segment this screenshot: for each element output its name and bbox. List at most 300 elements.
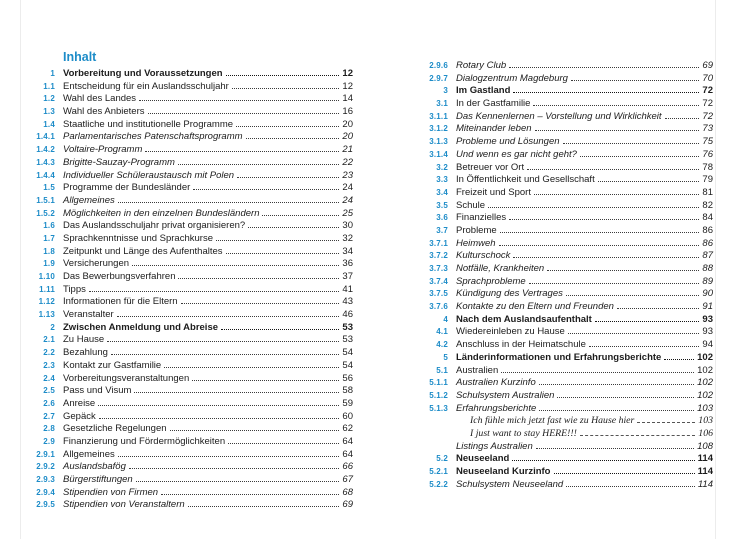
entry-number: 1.4.4 [36,170,55,180]
dot-leader [164,367,339,368]
toc-entry [398,377,713,390]
entry-page-number: 58 [342,385,353,397]
entry-number: 4.1 [436,327,448,337]
toc-entry [20,195,353,208]
dot-leader [535,130,700,131]
toc-entry [398,136,713,149]
dot-leader [580,435,695,436]
dot-leader [527,169,699,170]
entry-page-number: 114 [697,453,713,465]
entry-title: Programme der Bundesländer [63,182,191,194]
entry-title: Nach dem Auslandsaufenthalt [456,313,592,325]
toc-page-right [398,60,713,491]
entry-number: 2.5 [43,386,55,396]
entry-number: 1.1 [43,81,55,91]
entry-number: 1.12 [38,297,55,307]
entry-number: 5 [443,352,448,362]
entry-number: 2.9.1 [36,449,55,459]
toc-entry [20,144,353,157]
entry-title: Rotary Club [456,60,507,71]
entry-number: 3.5 [436,200,448,210]
dot-leader [534,194,699,195]
entry-number: 3 [443,86,448,96]
entry-page-number: 23 [342,169,353,181]
entry-title: Veranstalter [63,309,114,321]
dot-leader [237,177,339,178]
dot-leader [98,405,339,406]
toc-entry [398,174,713,187]
entry-number: 1.13 [38,310,55,320]
entry-title: Finanzielles [456,212,507,224]
entry-title: Sprachprobleme [456,275,526,287]
entry-title: Allgemeines [63,448,115,460]
entry-title: Tipps [63,283,86,295]
toc-page-left [20,50,353,512]
entry-number: 2.9.6 [429,61,448,70]
entry-number: 1 [50,69,55,78]
entry-page-number: 64 [342,448,353,460]
toc-entry [398,365,713,378]
entry-page-number: 108 [697,440,713,452]
entry-page-number: 89 [702,275,713,287]
dot-leader [589,346,700,347]
toc-entry [398,428,713,441]
entry-title: Wahl des Landes [63,93,137,105]
dot-leader [595,321,700,322]
entry-page-number: 72 [702,85,713,97]
entry-page-number: 87 [702,250,713,262]
dot-leader [132,265,339,266]
toc-entry [398,403,713,416]
entry-number: 5.2 [436,454,448,464]
dot-leader [226,75,340,76]
entry-title: Gesetzliche Regelungen [63,423,167,435]
entry-page-number: 37 [342,271,353,282]
entry-number: 3.7.6 [429,302,448,312]
entry-title: Allgemeines [63,194,115,206]
entry-number: 2.1 [43,335,55,345]
dot-leader [580,156,699,157]
entry-number: 3.3 [436,175,448,185]
entry-number: 3.6 [436,213,448,223]
entry-number: 1.4.3 [36,157,55,167]
entry-number: 3.2 [436,162,448,172]
entry-page-number: 102 [697,351,713,363]
entry-page-number: 46 [342,309,353,321]
toc-entry [398,339,713,352]
toc-entry [20,182,353,195]
entry-number: 1.9 [43,259,55,269]
entry-page-number: 114 [697,478,713,490]
entry-title: Wiedereinleben zu Hause [456,326,565,338]
entry-title: Finanzierung und Fördermöglichkeiten [63,435,226,447]
entry-page-number: 62 [342,423,353,435]
entry-title: Sprachkenntnisse und Sprachkurse [63,232,213,244]
entry-title: Probleme [456,224,497,236]
toc-entry [20,68,353,81]
dot-leader [170,430,340,431]
entry-title: Australien Kurzinfo [456,377,536,389]
entry-page-number: 86 [702,237,713,249]
entry-number: 1.5.1 [36,195,55,205]
entry-title: In der Gastfamilie [456,98,531,110]
entry-page-number: 93 [702,313,713,325]
entry-title: Voltaire-Programm [63,144,143,156]
entry-page-number: 20 [342,118,353,130]
toc-entry [398,352,713,365]
entry-title: Das Bewerbungsverfahren [63,271,176,282]
entry-page-number: 36 [342,258,353,270]
entry-title: Heimweh [456,237,496,249]
entry-number: 1.10 [38,272,55,281]
entry-title: Kulturschock [456,250,511,262]
entry-page-number: 12 [342,80,353,92]
entry-number: 3.7.5 [429,289,448,299]
entry-title: Schule [456,199,486,211]
entry-page-number: 103 [697,402,713,414]
entry-page-number: 54 [342,347,353,359]
dot-leader [509,219,699,220]
entry-title: Listings Australien [456,440,533,452]
dot-leader [571,80,699,81]
entry-page-number: 93 [702,326,713,338]
toc-entry [20,385,353,398]
entry-number: 1.4 [43,119,55,129]
dot-leader [539,384,694,385]
entry-page-number: 106 [698,427,713,439]
entry-number: 3.1.3 [429,137,448,147]
dot-leader [500,232,700,233]
entry-title: Neuseeland Kurzinfo [456,466,551,477]
entry-number: 2.9 [43,436,55,446]
entry-title: Neuseeland [456,453,510,465]
entry-title: Im Gastland [456,85,511,97]
toc-entry [398,326,713,339]
toc-entry [398,390,713,403]
dot-leader [178,164,340,165]
entry-title: Freizeit und Sport [456,186,531,198]
dot-leader [236,126,339,127]
toc-entry [398,212,713,225]
entry-page-number: 94 [702,339,713,351]
toc-entry [20,499,353,512]
toc-entry [20,487,353,500]
entry-number: 2.6 [43,398,55,408]
dot-leader [533,105,699,106]
entry-page-number: 25 [342,207,353,219]
dot-leader [488,207,699,208]
entry-title: Das Kennenlernen – Vorstellung und Wirklichkeit [456,110,662,122]
entry-title: Versicherungen [63,258,130,270]
entry-number: 1.5.2 [36,208,55,218]
dot-leader [178,278,339,279]
entry-number: 2.2 [43,348,55,358]
toc-entry [20,360,353,373]
dot-leader [637,422,695,423]
dot-leader [513,92,699,93]
entry-number: 1.4.1 [36,132,55,142]
entry-number: 3.7 [436,225,448,235]
entry-page-number: 86 [702,224,713,236]
entry-page-number: 21 [342,144,353,156]
entry-page-number: 54 [342,359,353,371]
toc-entry [398,149,713,162]
toc-heading: Inhalt [63,50,97,64]
dot-leader [193,189,339,190]
entry-page-number: 59 [342,397,353,409]
entry-page-number: 66 [342,461,353,473]
dot-leader [145,151,339,152]
entry-title: Notfälle, Krankheiten [456,263,545,274]
entry-page-number: 68 [342,486,353,498]
entry-page-number: 102 [697,389,713,401]
entry-title: Kontakt zur Gastfamilie [63,359,162,371]
entry-number: 3.1.4 [429,149,448,159]
entry-page-number: 91 [702,301,713,313]
entry-title: Möglichkeiten in den einzelnen Bundesländern [63,207,260,219]
entry-page-number: 30 [342,220,353,232]
entry-page-number: 64 [342,435,353,447]
toc-entry [20,373,353,386]
toc-entry [398,314,713,327]
entry-title: Bezahlung [63,347,108,359]
entry-page-number: 41 [342,283,353,295]
entry-page-number: 70 [702,72,713,84]
toc-entry [398,479,713,492]
entry-page-number: 34 [342,245,353,257]
toc-entry [398,225,713,238]
dot-leader [547,270,699,271]
dot-leader [557,397,694,398]
entry-title: Entscheidung für ein Auslandsschuljahr [63,80,229,92]
toc-entry [20,119,353,132]
entry-number: 2 [50,322,55,332]
entry-page-number: 103 [698,415,713,427]
entry-number: 3.1.1 [429,111,448,121]
toc-entry [20,106,353,119]
toc-entry [20,436,353,449]
dot-leader [111,354,340,355]
toc-entry [398,85,713,98]
entry-page-number: 53 [342,321,353,333]
entry-title: Gepäck [63,410,96,422]
entry-page-number: 12 [342,68,353,79]
toc-entry [398,238,713,251]
entry-page-number: 73 [702,123,713,135]
entry-page-number: 90 [702,288,713,300]
entry-page-number: 76 [702,148,713,160]
entry-title: Anreise [63,397,96,409]
entry-number: 2.9.7 [429,73,448,83]
entry-title: Ich fühle mich jetzt fast wie zu Hause hier [470,415,635,427]
entry-title: Schulsystem Australien [456,389,555,401]
entry-page-number: 102 [697,377,713,389]
dot-leader [192,380,339,381]
dot-leader [107,341,339,342]
entry-number: 3.7.2 [429,251,448,261]
entry-number: 3.4 [436,187,448,197]
dot-leader [248,227,339,228]
toc-entry [398,263,713,276]
dot-leader [129,468,340,469]
toc-entries-left [20,68,353,512]
entry-number: 3.7.1 [429,238,448,248]
toc-entry [20,131,353,144]
entry-number: 5.1.3 [429,403,448,413]
entry-page-number: 24 [342,182,353,194]
toc-entry [20,411,353,424]
dot-leader [232,88,340,89]
entry-page-number: 82 [702,199,713,211]
entry-title: Brigitte-Sauzay-Programm [63,156,175,168]
toc-entry [20,474,353,487]
entry-number: 5.2.2 [429,479,448,489]
toc-entry [398,111,713,124]
entry-page-number: 72 [702,110,713,122]
toc-entry [398,60,713,73]
entry-page-number: 14 [342,93,353,105]
entry-page-number: 67 [342,474,353,485]
entry-title: Miteinander leben [456,123,532,135]
toc-entry [20,271,353,284]
toc-entry [398,187,713,200]
entry-number: 2.8 [43,424,55,434]
entry-title: Kündigung des Vertrages [456,288,563,300]
entry-page-number: 102 [697,364,713,376]
entry-page-number: 84 [702,212,713,224]
entry-title: Bürgerstiftungen [63,474,133,485]
entry-title: Dialogzentrum Magdeburg [456,72,568,84]
dot-leader [501,372,694,373]
dot-leader [598,181,700,182]
entry-title: Stipendien von Veranstaltern [63,499,185,511]
entry-number: 1.7 [43,233,55,243]
entry-number: 2.4 [43,373,55,383]
toc-entry [398,453,713,466]
toc-entry [20,398,353,411]
dot-leader [509,67,699,68]
entry-page-number: 75 [702,136,713,148]
entry-number: 1.3 [43,107,55,117]
entry-number: 2.3 [43,360,55,370]
entry-page-number: 43 [342,296,353,308]
dot-leader [226,253,340,254]
toc-entry [20,334,353,347]
entry-page-number: 56 [342,372,353,384]
entry-page-number: 22 [342,156,353,168]
dot-leader [181,303,340,304]
entry-title: Staatliche und institutionelle Programme [63,118,234,130]
entry-page-number: 69 [342,499,353,511]
entry-number: 5.1 [436,365,448,375]
dot-leader [529,283,700,284]
entry-page-number: 88 [702,263,713,274]
toc-entry [398,200,713,213]
dot-leader [566,295,700,296]
entry-number: 3.1 [436,99,448,109]
toc-entry [20,461,353,474]
entry-title: Informationen für die Eltern [63,296,178,308]
dot-leader [89,291,340,292]
entry-page-number: 53 [342,334,353,346]
entry-title: Australien [456,364,499,376]
entry-number: 2.9.5 [36,500,55,510]
entry-title: Stipendien von Firmen [63,486,159,498]
entry-title: Zeitpunkt und Länge des Aufenthaltes [63,245,223,257]
dot-leader [536,448,694,449]
toc-entry [20,347,353,360]
dot-leader [134,392,339,393]
dot-leader [139,100,339,101]
toc-entry [398,276,713,289]
entry-title: Zu Hause [63,334,105,346]
entry-title: Das Auslandsschuljahr privat organisieren? [63,220,246,232]
entry-number: 1.6 [43,221,55,231]
entry-page-number: 72 [702,98,713,110]
toc-entry [20,423,353,436]
entry-page-number: 60 [342,410,353,422]
toc-entry [398,162,713,175]
toc-entries-right [398,60,713,491]
toc-entry [20,220,353,233]
toc-entry [20,170,353,183]
entry-number: 1.4.2 [36,145,55,155]
dot-leader [512,460,694,461]
toc-entry [20,246,353,259]
entry-number: 4 [443,314,448,324]
entry-title: Probleme und Lösungen [456,136,560,148]
toc-entry [398,73,713,86]
toc-entry [20,81,353,94]
dot-leader [118,202,340,203]
dot-leader [568,333,700,334]
entry-number: 5.2.1 [429,467,448,476]
dot-leader [499,245,700,246]
entry-number: 3.7.3 [429,264,448,273]
toc-entry [20,322,353,335]
entry-number: 2.9.4 [36,487,55,497]
entry-page-number: 69 [702,60,713,71]
entry-number: 2.7 [43,411,55,421]
toc-entry [398,288,713,301]
entry-title: Erfahrungsberichte [456,402,537,414]
toc-entry [20,157,353,170]
toc-entry [20,93,353,106]
dot-leader [539,410,694,411]
entry-number: 1.11 [39,284,55,294]
entry-title: Kontakte zu den Eltern und Freunden [456,301,614,313]
dot-leader [617,308,700,309]
toc-entry [398,466,713,479]
toc-entry [20,258,353,271]
dot-leader [136,481,340,482]
entry-title: In Öffentlichkeit und Gesellschaft [456,174,595,186]
dot-leader [566,486,695,487]
entry-title: Parlamentarisches Patenschaftsprogramm [63,131,243,143]
entry-page-number: 114 [697,466,713,477]
dot-leader [664,359,694,360]
dot-leader [148,113,340,114]
entry-number: 3.7.4 [429,276,448,286]
toc-entry [20,208,353,221]
entry-number: 5.1.1 [429,378,448,388]
dot-leader [563,143,700,144]
dot-leader [188,506,340,507]
toc-entry [398,123,713,136]
entry-title: Wahl des Anbieters [63,106,145,118]
dot-leader [117,316,340,317]
toc-entry [398,98,713,111]
